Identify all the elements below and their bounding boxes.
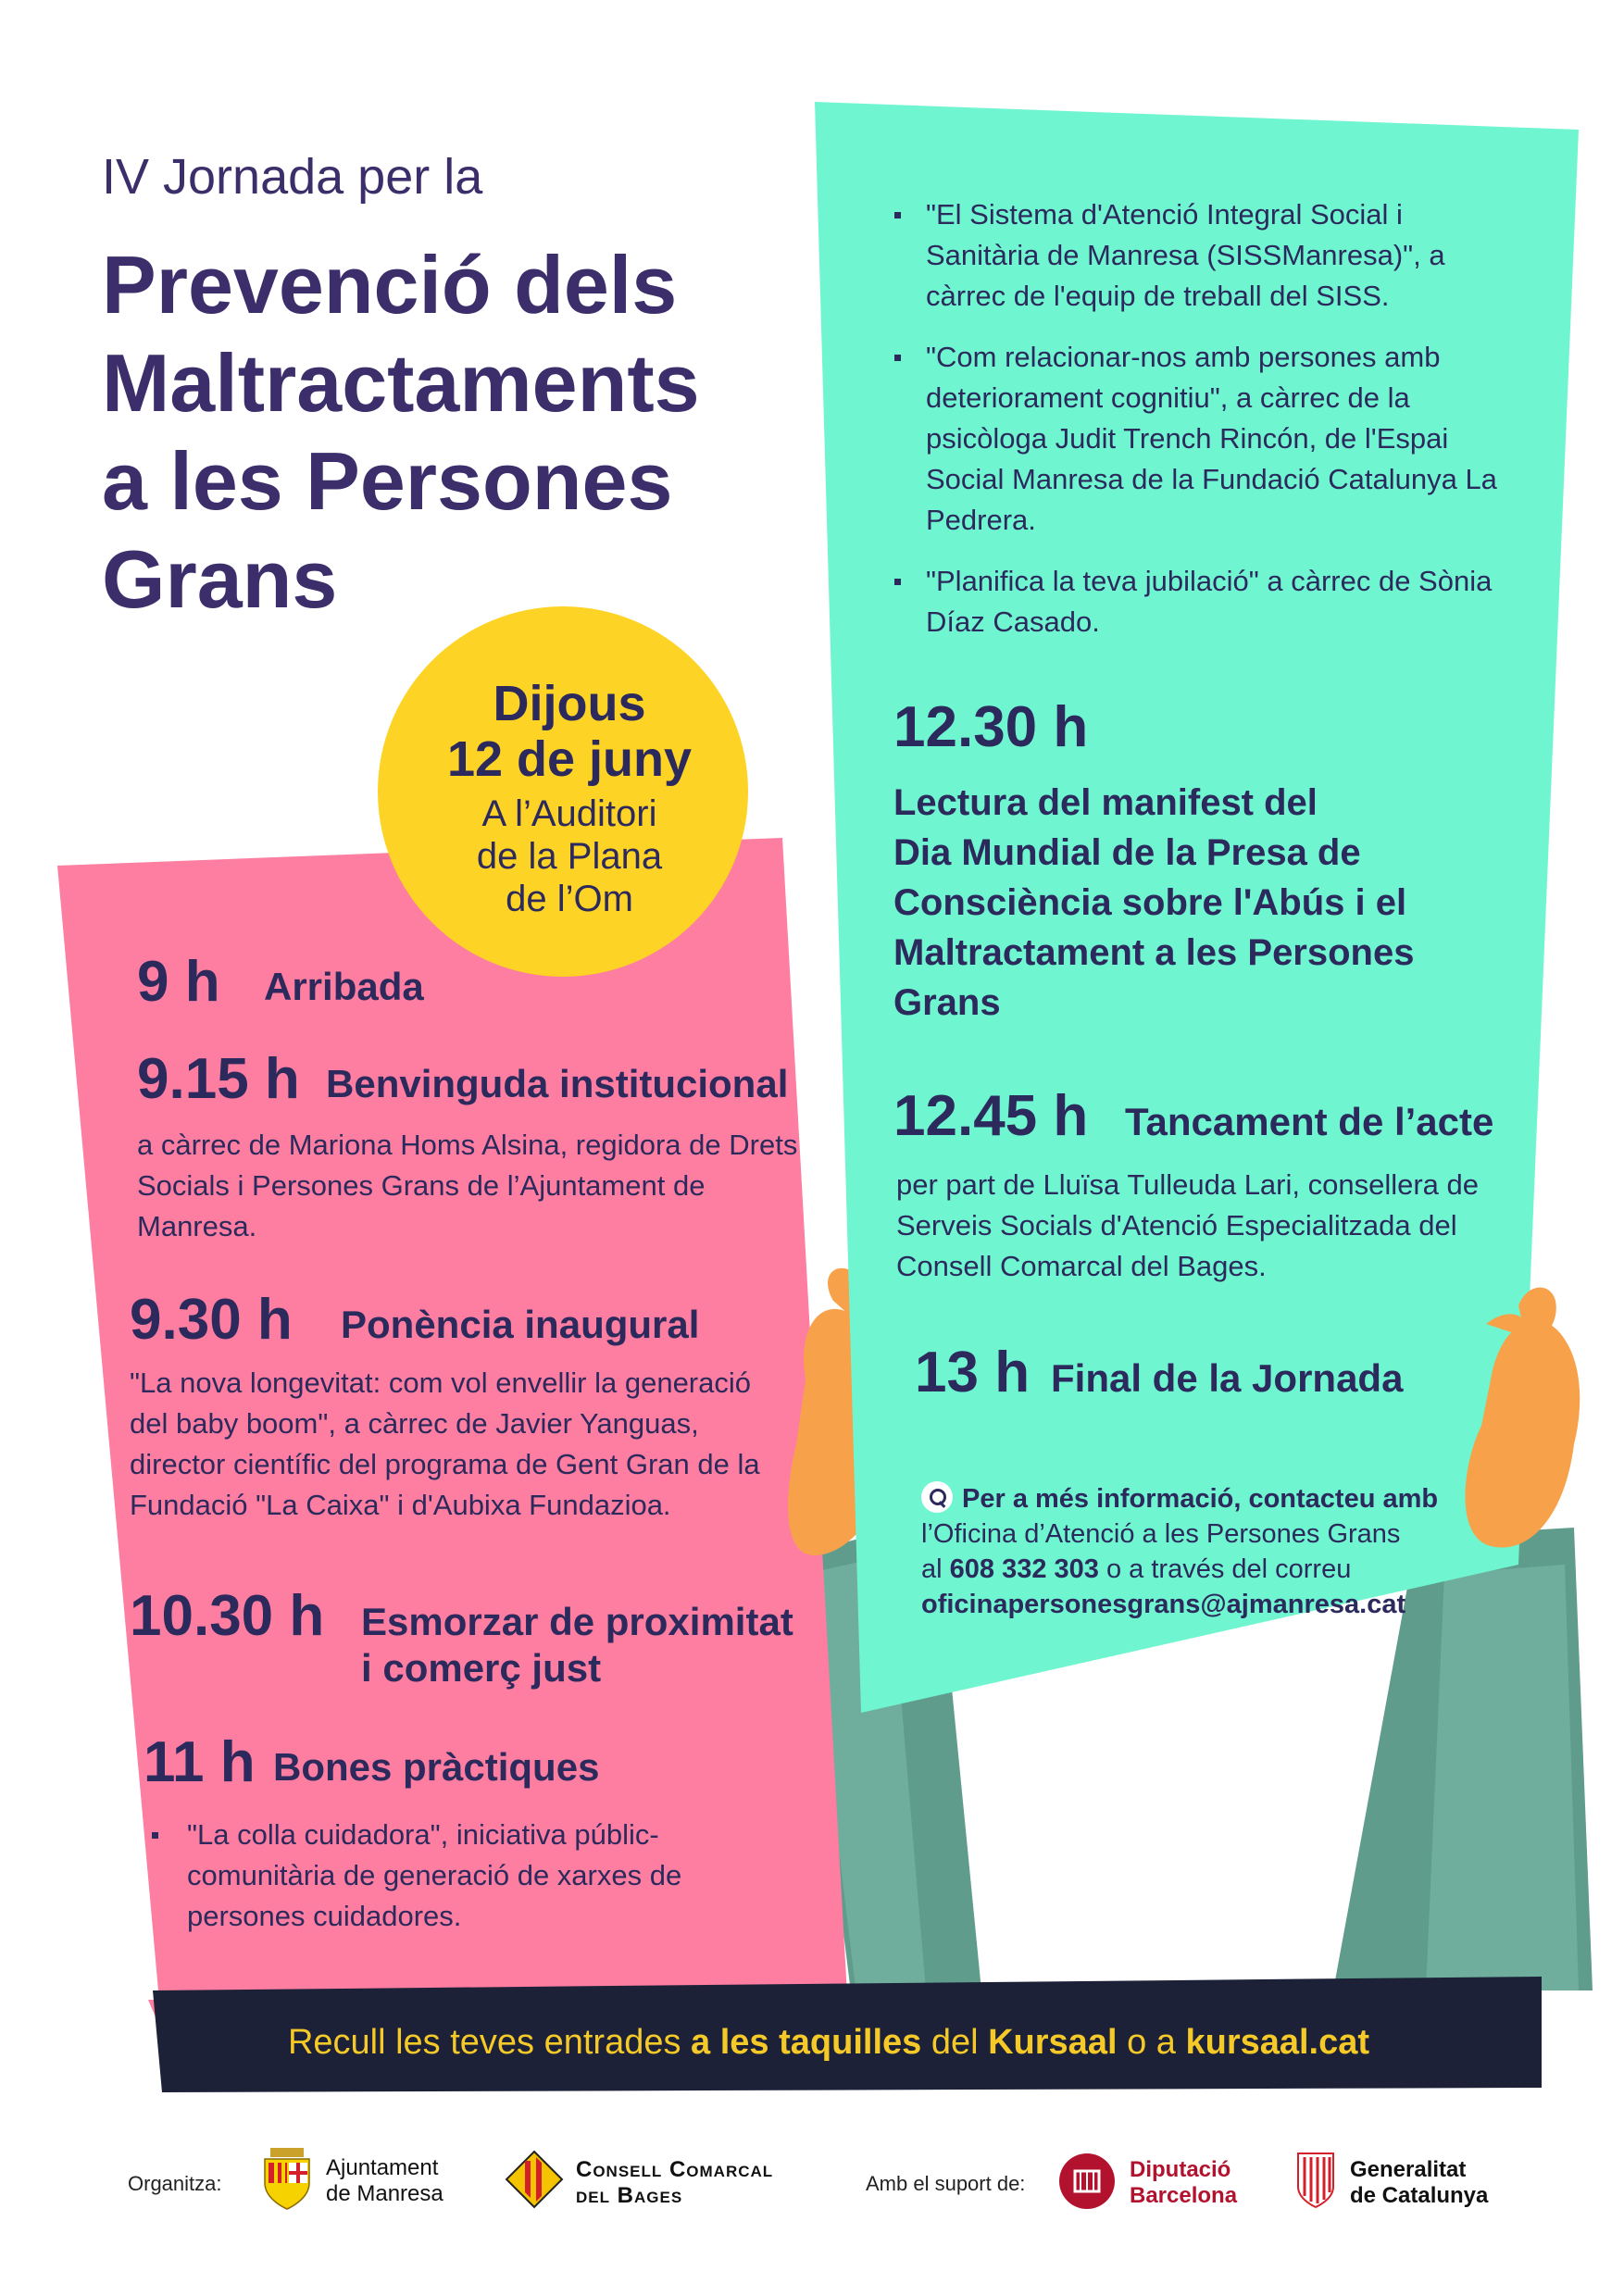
list-item: "Com relacionar-nos amb persones amb deteriorament cognitiu", a càrrec de la psicòloga Judit Trench Rincón, de l'Espai Social Manresa de la Fundació Catalunya La Pedrera. <box>889 337 1518 541</box>
info-line2: l’Oficina d’Atenció a les Persones Grans <box>921 1519 1401 1549</box>
bones-list <box>139 1815 787 1937</box>
label-arribada: Arribada <box>264 965 424 1008</box>
head-lectura-line: Consciència sobre l'Abús i el <box>893 882 1407 923</box>
head-lectura-line: Dia Mundial de la Presa de <box>893 832 1361 873</box>
label-esmorzar-line: Esmorzar de proximitat <box>361 1600 793 1643</box>
desc-tancament: per part de Lluïsa Tulleuda Lari, consellera de Serveis Socials d'Atenció Especialitzada del Consell Comarcal del Bages. <box>896 1168 1480 1282</box>
logo-line: de Catalunya <box>1350 2183 1489 2208</box>
label-final: Final de la Jornada <box>1051 1356 1404 1400</box>
logo-line: de Manresa <box>326 2181 443 2206</box>
event-date: 12 de juny <box>446 731 693 787</box>
label-benvinguda: Benvinguda institucional <box>326 1062 789 1105</box>
banner-text: del <box>921 2023 989 2062</box>
head-lectura-line: Lectura del manifest del <box>893 782 1318 823</box>
page-title <box>102 236 843 629</box>
time-benvinguda: 9.15 h <box>137 1047 300 1111</box>
head-lectura-line: Maltractament a les Persones <box>893 932 1415 973</box>
banner-text: a les taquilles <box>691 2023 922 2062</box>
title-line: Maltractaments <box>102 337 700 429</box>
label-ponencia: Ponència inaugural <box>341 1303 700 1346</box>
logo-line: Generalitat <box>1350 2157 1467 2182</box>
desc-benvinguda: a càrrec de Mariona Homs Alsina, regidora de Drets Socials i Persones Grans de l’Ajuntament de Manresa. <box>137 1129 798 1242</box>
logo-line: Diputació <box>1130 2157 1231 2182</box>
generalitat-logo-icon <box>1294 2150 1337 2209</box>
diputacio-logo <box>1130 2157 1237 2209</box>
venue-line: A l’Auditori <box>481 793 657 834</box>
info-line1: Per a més informació, contacteu amb <box>962 1484 1439 1514</box>
date-info <box>398 676 741 920</box>
desc-ponencia: "La nova longevitat: com vol envellir la generació del baby boom", a càrrec de Javier Yanguas, director científic del programa de Gent Gran de la Fundació "La Caixa" i d'Aubixa Fundazioa. <box>130 1366 760 1521</box>
email-link[interactable]: oficinapersonesgrans@ajmanresa.cat <box>921 1590 1406 1619</box>
info-line3b: o a través del correu <box>1098 1554 1352 1584</box>
banner-text: Recull les teves entrades <box>287 2023 692 2062</box>
diputacio-logo-icon <box>1058 2152 1116 2210</box>
logo-line: Barcelona <box>1130 2183 1238 2208</box>
label-tancament: Tancament de l’acte <box>1125 1100 1494 1143</box>
pretitle: IV Jornada per la <box>102 149 483 205</box>
title-line: Prevenció dels <box>102 239 678 331</box>
banner-text: Kursaal <box>988 2023 1118 2062</box>
logo-line: Consell Comarcal <box>576 2157 774 2182</box>
list-item: "La colla cuidadora", iniciativa públic-comunitària de generació de xarxes de persones cuidadores. <box>139 1815 787 1937</box>
list-item: "El Sistema d'Atenció Integral Social i Sanitària de Manresa (SISSManresa)", a càrrec de l'equip de treball del SISS. <box>889 194 1518 317</box>
generalitat-logo <box>1350 2157 1488 2209</box>
banner-text: o a <box>1117 2023 1186 2062</box>
tickets-banner <box>157 2023 1500 2063</box>
info-line3a: al <box>921 1554 950 1584</box>
banner-link[interactable]: kursaal.cat <box>1185 2023 1370 2062</box>
time-esmorzar: 10.30 h <box>130 1584 325 1648</box>
ajuntament-logo <box>326 2155 443 2207</box>
time-final: 13 h <box>915 1341 1031 1404</box>
label-bones: Bones pràctiques <box>273 1745 600 1789</box>
activities-list <box>889 194 1518 663</box>
contact-info <box>921 1481 1551 1622</box>
event-day: Dijous <box>493 676 646 731</box>
search-icon <box>921 1481 953 1513</box>
logo-line: Ajuntament <box>326 2155 439 2180</box>
list-item: "Planifica la teva jubilació" a càrrec de Sònia Díaz Casado. <box>889 561 1518 643</box>
head-lectura <box>893 778 1523 1028</box>
head-lectura-line: Grans <box>893 982 1001 1023</box>
right-sleeve-shade <box>1426 1565 1579 1990</box>
time-bones: 11 h <box>144 1730 256 1794</box>
time-ponencia: 9.30 h <box>130 1288 293 1352</box>
time-arribada: 9 h <box>137 950 220 1014</box>
logo-line: del Bages <box>576 2183 683 2208</box>
ajuntament-shield-icon <box>261 2146 313 2211</box>
phone-number: 608 332 303 <box>949 1554 1099 1584</box>
label-esmorzar <box>361 1599 793 1691</box>
time-lectura: 12.30 h <box>893 695 1089 759</box>
label-esmorzar-line: i comerç just <box>361 1646 602 1690</box>
consell-logo <box>576 2157 773 2209</box>
title-line: a les Persones <box>102 435 673 527</box>
title-line: Grans <box>102 533 338 625</box>
venue-line: de l’Om <box>506 879 633 919</box>
time-tancament: 12.45 h <box>893 1084 1089 1148</box>
suport-label: Amb el suport de: <box>866 2172 1026 2195</box>
event-venue <box>398 792 741 920</box>
organitza-label: Organitza: <box>128 2172 222 2195</box>
venue-line: de la Plana <box>476 836 663 877</box>
consell-diamond-icon <box>505 2150 564 2209</box>
